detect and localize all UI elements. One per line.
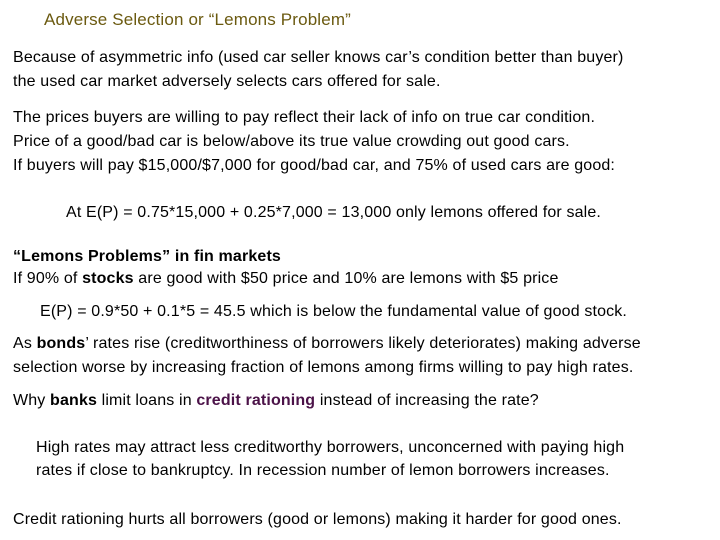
bonds-line-1-post: ’ rates rise (creditworthiness of borrowers likely deteriorates) making adverse: [85, 335, 641, 352]
stock-formula: E(P) = 0.9*50 + 0.1*5 = 45.5 which is below the fundamental value of good stock.: [40, 303, 628, 320]
fin-markets-line: [13, 269, 559, 289]
high-rates-line-1: High rates may attract less creditworthy borrowers, unconcerned with paying high: [36, 439, 625, 456]
prices-line-1: The prices buyers are willing to pay reflect their lack of info on true car condition.: [13, 109, 596, 126]
banks-post: instead of increasing the rate?: [315, 392, 539, 409]
bonds-line-1-pre: As: [13, 335, 37, 352]
banks-question: [13, 391, 539, 411]
banks-mid: limit loans in: [97, 392, 197, 409]
bonds-line-2: selection worse by increasing fraction of lemons among firms willing to pay high rates.: [13, 359, 634, 376]
bonds-term: bonds: [36, 335, 86, 352]
banks-term: banks: [50, 392, 98, 409]
bonds-line-1: [13, 334, 641, 354]
fin-markets-line-post: are good with $50 price and 10% are lemons with $5 price: [133, 270, 559, 287]
intro-line-2: the used car market adversely selects cars offered for sale.: [13, 73, 441, 90]
credit-rationing-term: credit rationing: [196, 392, 316, 409]
intro-line-1: Because of asymmetric info (used car seller knows car’s condition better than buyer): [13, 49, 624, 66]
high-rates-line-2: rates if close to bankruptcy. In recession number of lemon borrowers increases.: [36, 462, 610, 479]
stocks-term: stocks: [82, 270, 134, 287]
fin-markets-heading: “Lemons Problems” in fin markets: [13, 248, 281, 265]
conclusion: Credit rationing hurts all borrowers (good or lemons) making it harder for good ones.: [13, 511, 622, 528]
car-formula: At E(P) = 0.75*15,000 + 0.25*7,000 = 13,000 only lemons offered for sale.: [66, 204, 602, 221]
fin-markets-line-pre: If 90% of: [13, 270, 83, 287]
page-title: Adverse Selection or “Lemons Problem”: [44, 10, 351, 29]
prices-line-2: Price of a good/bad car is below/above its true value crowding out good cars.: [13, 133, 570, 150]
prices-line-3: If buyers will pay $15,000/$7,000 for good/bad car, and 75% of used cars are good:: [13, 157, 616, 174]
banks-pre: Why: [13, 392, 51, 409]
